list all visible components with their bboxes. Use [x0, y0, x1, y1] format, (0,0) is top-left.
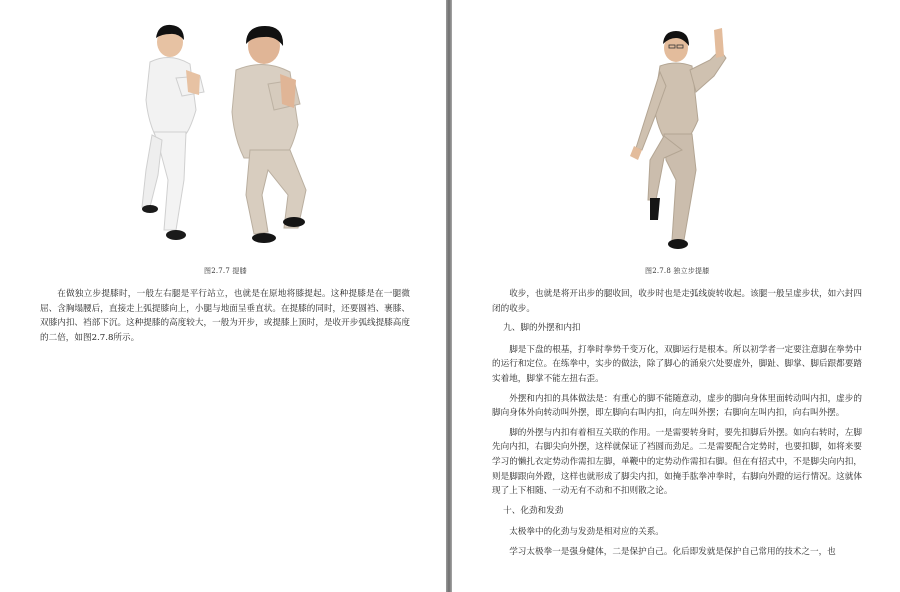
- body-text-column: [492, 287, 862, 565]
- body-paragraph: 太极拳中的化劲与发劲是相对应的关系。: [509, 527, 664, 538]
- figure-caption: 图2.7.8 独立步提膝: [645, 267, 710, 275]
- right-page: [452, 0, 900, 592]
- figure-caption: 图2.7.7 提膝: [204, 267, 247, 275]
- section-heading: 九、脚的外摆和内扣: [503, 323, 581, 334]
- figure-2-7-8-photo: [452, 0, 900, 255]
- practitioner-one-leg-stance: [630, 28, 726, 249]
- body-paragraph: 在做独立步提膝时，一般左右腿是平行站立，也就是在原地将膝提起。这种提膝是在一腿微屈、含胸塌腰后，直接走上弧提膝向上，小腿与地面呈垂直状。在提膝的同时，还要圆裆、裹膝、双膝内扣、裆部下沉。这种提膝的高度较大，一般为开步，或提膝上顶时，是收开步弧线提膝高度的二倍，如图2.7.8所示。: [40, 289, 410, 343]
- figure-2-7-7-photo: [0, 0, 446, 255]
- body-paragraph: 脚是下盘的根基，打拳时拳势千变万化，双脚运行是根本。所以初学者一定要注意脚在拳势中的运行和定位。在练拳中，实步的做法，除了脚心的涌泉穴处要虚外，脚趾、脚掌、脚后跟都要踏实着地，脚掌不能左扭右歪。: [492, 344, 862, 384]
- practitioner-white-suit: [142, 25, 204, 240]
- section-heading: 十、化劲和发劲: [503, 505, 564, 516]
- body-paragraph: 外摆和内扣的具体做法是：有重心的脚不能随意动，虚步的脚向身体里面转动叫内扣，虚步的脚向身体外向转动叫外摆，即左脚向右叫内扣，向左叫外摆；右脚向左叫内扣，向右叫外摆。: [492, 393, 862, 419]
- left-page: [0, 0, 446, 592]
- body-paragraph: 脚的外摆与内扣有着相互关联的作用。一是需要转身时，要先扣脚后外摆。如向右转时，左脚先向内扣，右脚尖向外摆，这样就保证了裆圆而劲足。二是需要配合定势时，也要扣脚，如将来要学习的懒扎衣定势动作需扣左脚，单鞭中的定势动作需扣右脚。但在有招式中，不是脚尖向内扣，则是脚跟向外蹬，这样也就形成了脚尖内扣，如掩手肱拳冲拳时，右脚向外蹬的运行情况。这就体现了上下相随、一动无有不动和不扣则散之论。: [492, 427, 862, 497]
- body-paragraph: 学习太极拳一是强身健体，二是保护自己。化后即发就是保护自己常用的技术之一，也: [509, 546, 836, 557]
- practitioner-beige-suit: [232, 26, 306, 243]
- body-paragraph: 收步，也就是将开出步的腿收回，收步时也是走弧线旋转收起。该腿一般呈虚步状，如六封四闭的收步。: [492, 289, 862, 314]
